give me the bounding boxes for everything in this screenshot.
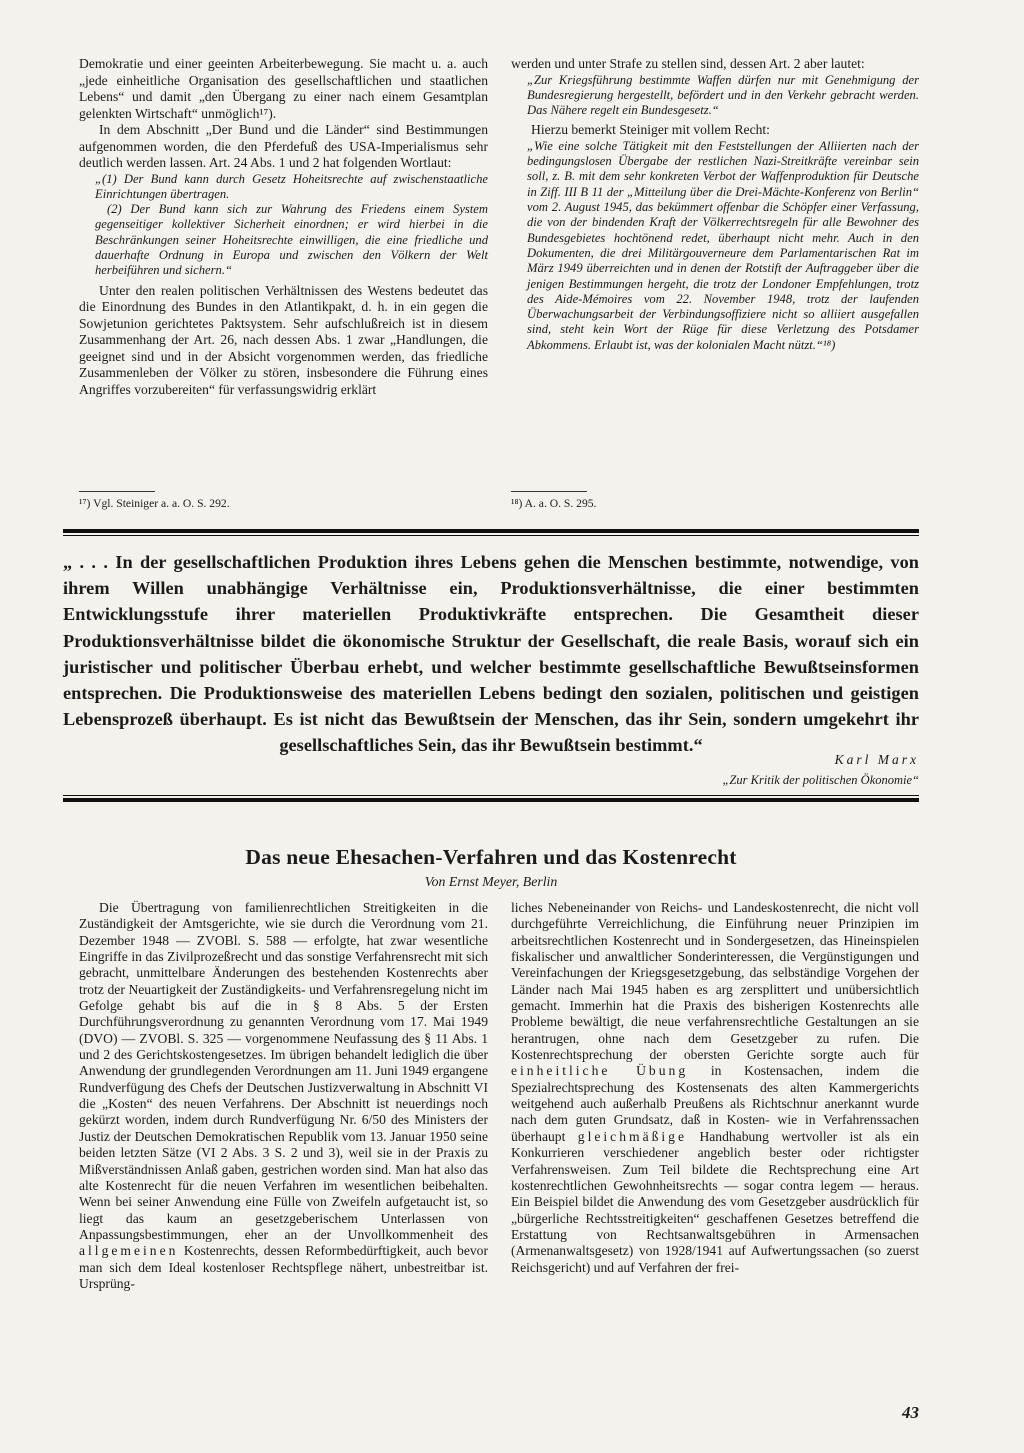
block-quote: (2) Der Bund kann sich zur Wahrung des Friedens einem System gegenseitiger kollektiver Sicherheit einordnen; er wird hierbei in die Beschränkungen seiner Hoheitsrechte einwilligen, die eine friedliche und dauerhafte Ordnung in Europa und zwischen den Völkern der Welt herbeiführen und sichern.“ [95, 202, 488, 278]
emphasis-spaced: gleichmäßige [577, 1128, 688, 1144]
article-title: Das neue Ehesachen-Verfahren und das Kostenrecht [245, 845, 737, 869]
paragraph: Unter den realen politischen Verhältnissen des Westens bedeutet das die Einordnung des Bundes in den Atlantikpakt, d. h. in ein gegen die Sowjetunion gerichtetes Paktsystem. Sehr aufschlußreich ist in diesem Zusammenhang der Art. 26, nach dessen Abs. 1 zwar „Handlungen, die geeignet sind und in der Absicht vorgenommen werden, das friedliche Zusammenleben der Völker zu stören, insbesondere die Führung eines Angriffes vorzubereiten“ für verfassungswidrig erklärt [79, 282, 488, 397]
divider-rule [63, 795, 919, 796]
article-left-column [79, 900, 488, 1292]
emphasis-spaced: einheitliche Übung [511, 1063, 689, 1079]
top-right-column [511, 56, 919, 353]
text-run: Die Übertragung von familienrechtlichen Streitigkeiten in die Zuständigkeit der Amtsgerichte, wie sie durch die Verordnung vom 21. Dezember 1948 — ZVOBl. S. 588 — erfolgte, hat zwar wesentliche Eingriffe in das Zivilprozeßrecht und das sonstige Verfahrensrecht mit sich gebracht, unmittelbare Änderungen des bestehenden Kostenrechts aber trotz der Neuartigkeit der Zuständigkeits- und Verfahrensregelung nicht im Gefolge gehabt bis auf die in § 8 Abs. 5 der Ersten Durchführungsverordnung zu genannten Verordnung vom 17. Mai 1949 (DVO) — ZVOBl. S. 325 — vorgenommene Neufassung des § 11 Abs. 1 und 2 des Gerichtskostengesetzes. Im übrigen behandelt lediglich die über Anwendung der grundlegenden Verordnungen am 11. Juni 1949 ergangene Rundverfügung des Chefs der Deutschen Justizverwaltung in Abschnitt VI die „Kosten“ des neuen Verfahrens. Der Abschnitt ist neuerdings noch gekürzt worden, indem durch Rundverfügung Nr. 6/50 des Ministers der Justiz der Deutschen Demokratischen Republik vom 13. Januar 1950 seine beiden letzten Sätze (VI 2 Abs. 3 S. 2 und 3), weil sie in der Praxis zu Mißverständnissen Anlaß gaben, gestrichen worden sind. Man hat also das alte Kostenrecht für die neuen Verfahren im wesentlichen beibehalten. Wenn bei seiner Anwendung eine Fülle von Zweifeln aufgetaucht ist, so liegt das kaum an gesetzgeberischem Unterlassen von Anpassungsbestimmungen, eher an der Unvollkommenheit des [79, 900, 488, 1242]
divider-rule [63, 798, 919, 802]
paragraph: werden und unter Strafe zu stellen sind, dessen Art. 2 aber lautet: [511, 56, 865, 71]
text-run: liches Nebeneinander von Reichs- und Landeskostenrecht, die nicht voll durchgeführte Verreichlichung, die Einführung neuer Prinzipien im arbeitsrechtlichen Kostenrecht und in Sondergesetzen, das Hineinspielen fiskalischer und anwaltlicher Sonderinteressen, die Vergünstigungen und Vereinfachungen der Kriegsgesetzgebung, das selbständige Vorgehen der Länder nach Mai 1945 haben es arg zersplittert und unübersichtlich gemacht. Immerhin hat die Praxis des bisherigen Kostenrechts alle Probleme bewältigt, die neue verfahrensrechtliche Gestaltungen an sie herantrugen, ohne nach dem Gesetzgeber zu rufen. Die Kostenrechtsprechung der obersten Gerichte sorgte auch für [511, 900, 919, 1063]
emphasis-spaced: allgemeinen [79, 1243, 179, 1259]
divider-rule [63, 535, 919, 536]
paragraph [79, 900, 488, 1292]
article-byline: Von Ernst Meyer, Berlin [424, 874, 558, 889]
article-right-column [511, 900, 919, 1276]
quote-author: Karl Marx [834, 752, 919, 767]
footnote-rule [79, 491, 155, 492]
top-left-column [79, 56, 488, 398]
paragraph: In dem Abschnitt „Der Bund und die Länder“ sind Bestimmungen aufgenommen worden, die den Pferdefuß des USA-Imperialismus sehr deutlich werden lassen. Art. 24 Abs. 1 und 2 hat folgenden Wortlaut: [79, 122, 488, 170]
block-quote: „Zur Kriegsführung bestimmte Waffen dürfen nur mit Genehmigung der Bundesregierung hergestellt, befördert und in den Verkehr gebracht werden. Das Nähere regelt ein Bundesgesetz.“ [527, 72, 919, 118]
footnote: ¹⁸) A. a. O. S. 295. [511, 497, 597, 510]
quote-source: „Zur Kritik der politischen Ökonomie“ [722, 773, 919, 787]
footnote: ¹⁷) Vgl. Steiniger a. a. O. S. 292. [79, 497, 230, 510]
text-run: Handhabung wertvoller ist als ein Konkurrieren verschiedener angeblich bester oder richtigster Verfahrensweisen. Zum Teil bildete die Rechtsprechung eine Art kostenrechtlichen Gewohnheitsrechts — sogar contra legem — heraus. Ein Beispiel bildet die Anwendung des vom Gesetzgeber ausdrücklich für „bürgerliche Rechtsstreitigkeiten“ geschaffenen Gesetzes betreffend die Erstattung von Rechtsanwaltsgebühren in Armensachen (Armenanwaltsgesetz) von 1928/1941 auf Aufwertungssachen (so zuerst Reichsgericht) und auf Verfahren der frei- [511, 1128, 919, 1275]
block-quote: „Wie eine solche Tätigkeit mit den Feststellungen der Alliierten nach der bedingungslosen Übergabe der restlichen Nazi-Streitkräfte vereinbar sein soll, z. B. mit dem sehr konkreten Verbot der Waffenproduktion für Deutsche in Ziff. III B 11 der „Mitteilung über die Drei-Mächte-Konferenz von Berlin“ vom 2. August 1945, das bekümmert offenbar die Schöpfer einer Verfassung, die von der bindenden Kraft der Völkerrechtsregeln für alle Bewohner des Bundesgebietes hochtönend redet, überhaupt nicht mehr. Auch in den Dokumenten, die drei Militärgouverneure dem Parlamentarischen Rat im März 1949 überreichten und in denen der Rotstift der Auftraggeber über die jenigen Bestimmungen hergeht, die trotz der Londoner Empfehlungen, trotz des Aide-Mémoires vom 22. November 1948, trotz der laufenden Überwachungsarbeit der Verbindungsoffiziere nicht so alliiert ausgefallen sind, steht kein Wort der Rüge für diese Verletzung des Potsdamer Abkommens. Erlaubt ist, was der kolonialen Macht nützt.“¹⁸) [527, 138, 919, 352]
block-quote: „(1) Der Bund kann durch Gesetz Hoheitsrechte auf zwischenstaatliche Einrichtungen übertragen. [95, 171, 488, 201]
divider-rule [63, 529, 919, 533]
paragraph: Hierzu bemerkt Steiniger mit vollem Recht: [531, 122, 770, 138]
page-number: 43 [902, 1403, 919, 1422]
marx-quote: „ . . . In der gesellschaftlichen Produktion ihres Lebens gehen die Menschen bestimmte, notwendige, von ihrem Willen unabhängige Verhältnisse ein, Produktionsverhältnisse, die einer bestimmten Entwicklungsstufe ihrer materiellen Produktivkräfte entsprechen. Die Gesamtheit dieser Produktionsverhältnisse bildet die ökonomische Struktur der Gesellschaft, die reale Basis, worauf sich ein juristischer und politischer Überbau erhebt, und welcher bestimmte gesellschaftliche Bewußtseinsformen entsprechen. Die Produktionsweise des materiellen Lebens bedingt den sozialen, politischen und geistigen Lebensprozeß überhaupt. Es ist nicht das Bewußtsein der Menschen, das ihr Sein, sondern umgekehrt ihr gesellschaftliches Sein, das ihr Bewußtsein bestimmt.“ [63, 552, 919, 756]
paragraph [511, 900, 919, 1276]
text-run: Kostenrechts, dessen Reformbedürftigkeit, auch bevor man sich dem Ideal kostenloser Rechtspflege nähert, unbestreitbar ist. Ursprüng- [79, 1243, 489, 1291]
paragraph: Demokratie und einer geeinten Arbeiterbewegung. Sie macht u. a. auch „jede einheitliche Organisation des gesellschaftlichen und staatlichen Lebens“ und damit „den Übergang zu einer nach einem Gesamtplan gelenkten Wirtschaft“ unmöglich¹⁷). [79, 56, 488, 121]
text-run: in Kostensachen, indem die Spezialrechtsprechung des Kostensenats des alten Kammergerichts weitgehend auch außerhalb Preußens als Richtschnur anerkannt wurde nach dem guten Grundsatz, daß in Kosten- wie in Verfahrenssachen überhaupt [511, 1063, 920, 1144]
footnote-rule [511, 491, 587, 492]
